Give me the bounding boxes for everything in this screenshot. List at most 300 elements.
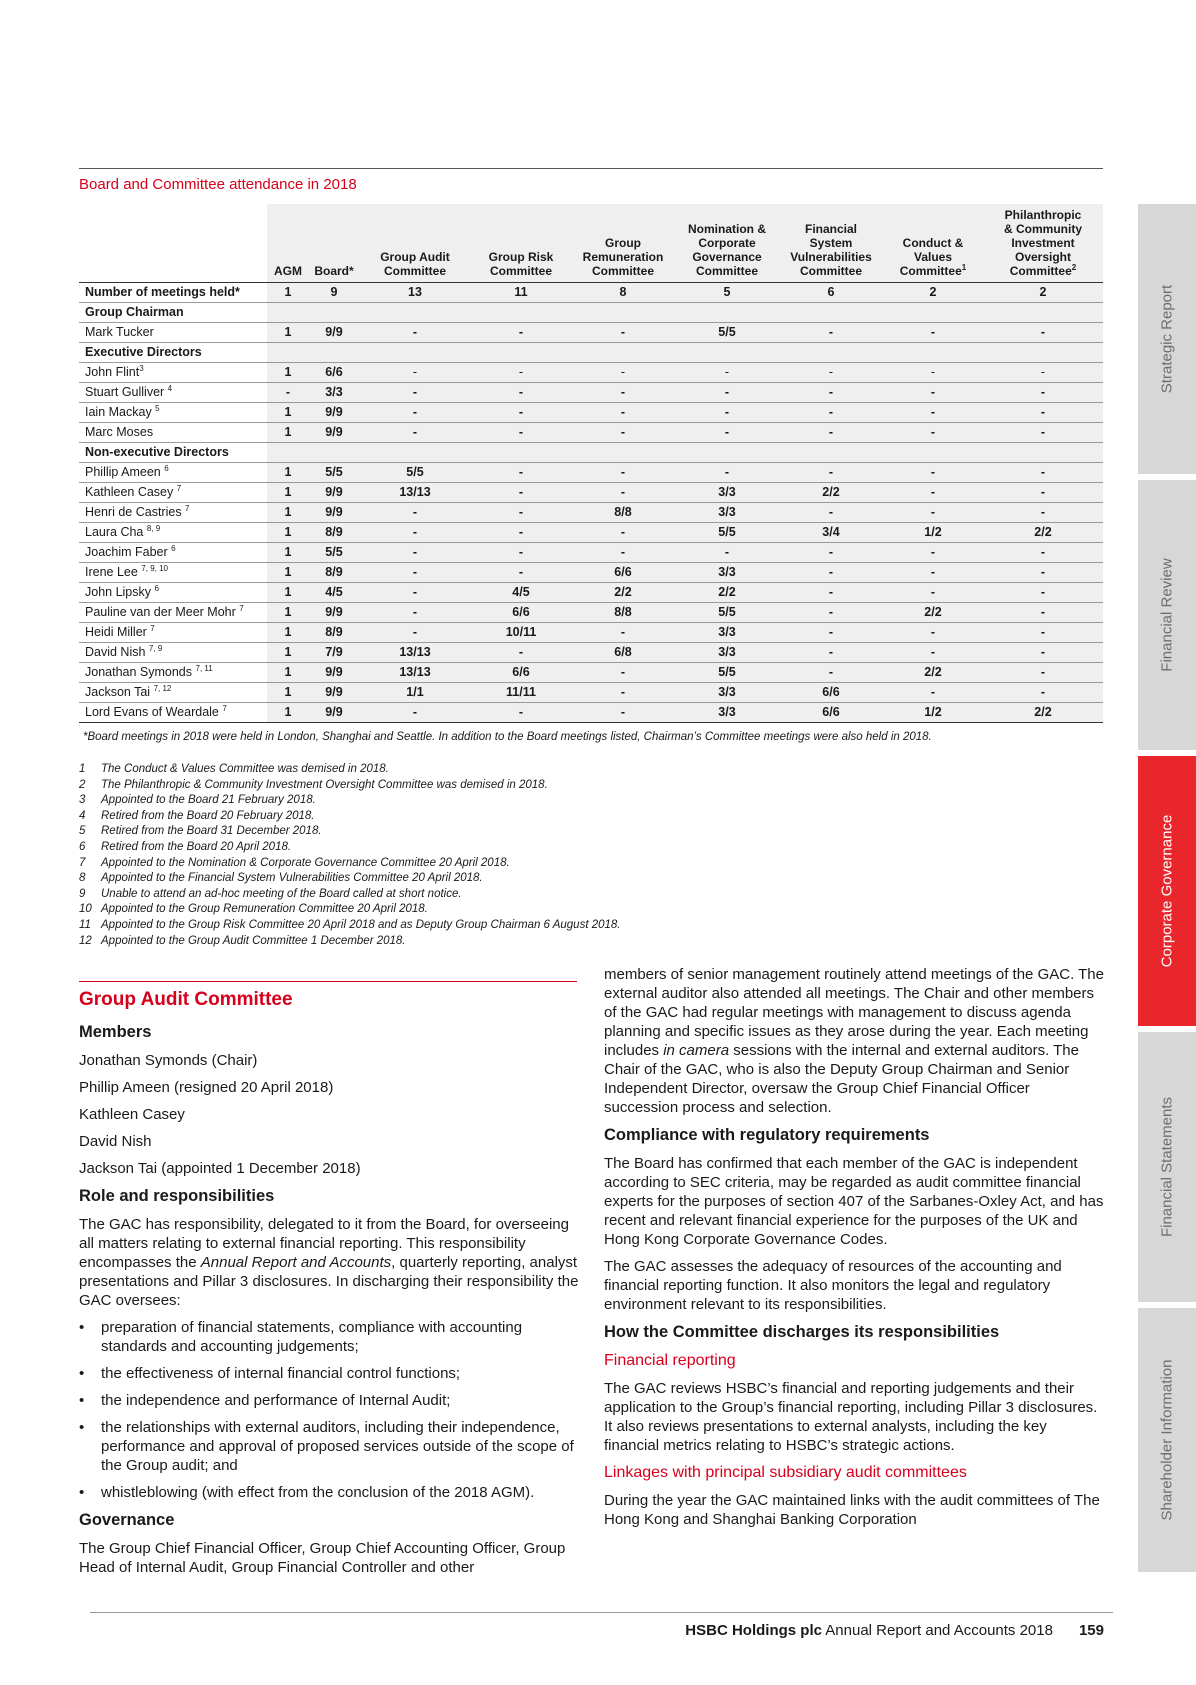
- attendance-cell: -: [267, 382, 309, 402]
- attendance-table-wrap: [79, 204, 1103, 723]
- director-name: [79, 362, 267, 382]
- gac-title: Group Audit Committee: [79, 989, 293, 1010]
- section-row: [79, 342, 1103, 362]
- attendance-cell: -: [779, 422, 883, 442]
- attendance-cell: 5/5: [309, 462, 359, 482]
- attendance-cell: -: [983, 622, 1103, 642]
- header-group-risk: Group Risk Committee: [471, 204, 571, 282]
- attendance-cell: -: [359, 362, 471, 382]
- meetings-row: [79, 282, 1103, 302]
- director-name-text: Marc Moses: [85, 425, 154, 439]
- attendance-cell: -: [675, 402, 779, 422]
- attendance-cell: -: [571, 362, 675, 382]
- row-label: Number of meetings held*: [79, 282, 267, 302]
- section-label: Executive Directors: [79, 342, 267, 362]
- tab-financial-review[interactable]: Financial Review: [1138, 480, 1196, 750]
- director-name: [79, 622, 267, 642]
- attendance-cell: 13/13: [359, 642, 471, 662]
- footnote-number: 7: [79, 856, 86, 869]
- attendance-cell: 2/2: [779, 482, 883, 502]
- table-row: [79, 422, 1103, 442]
- attendance-cell: 5/5: [675, 522, 779, 542]
- footnote-ref: 7, 12: [153, 683, 172, 693]
- director-name: [79, 582, 267, 602]
- attendance-cell: -: [883, 362, 983, 382]
- table-row: [79, 502, 1103, 522]
- attendance-table-body: [79, 282, 1103, 722]
- footnote-text: Appointed to the Group Risk Committee 20 April 2018 and as Deputy Group Chairman 6 August 2018.: [101, 918, 621, 931]
- empty-cell: [359, 342, 471, 362]
- table-row: [79, 462, 1103, 482]
- attendance-cell: -: [471, 522, 571, 542]
- compliance-paragraph-1: The Board has confirmed that each member of the GAC is independent according to SEC criteria, may be regarded as audit committee financial experts for the purposes of section 407 of the Sarbanes-Oxley Act, and has recent and relevant financial experience for the purposes of the UK and Hong Kong Corporate Governance Codes.: [604, 1155, 1104, 1248]
- section-tabs: [1138, 204, 1196, 1578]
- attendance-cell: 13/13: [359, 662, 471, 682]
- attendance-cell: 2/2: [983, 522, 1103, 542]
- footnote-ref: 7, 9: [148, 643, 163, 653]
- compliance-paragraph-2: The GAC assesses the adequacy of resources of the accounting and financial reporting function. It also monitors the legal and regulatory environment relevant to its responsibilities.: [604, 1258, 1062, 1313]
- director-name: [79, 322, 267, 342]
- empty-cell: [779, 442, 883, 462]
- attendance-cell: -: [779, 642, 883, 662]
- attendance-cell: 6/6: [779, 702, 883, 722]
- footnote-number: 4: [79, 809, 86, 822]
- footnote-item: [79, 856, 621, 872]
- attendance-cell: -: [471, 562, 571, 582]
- financial-reporting-heading: Financial reporting: [604, 1352, 736, 1369]
- empty-cell: [571, 342, 675, 362]
- director-name-text: Joachim Faber: [85, 545, 172, 559]
- meetings-cell: 9: [309, 282, 359, 302]
- attendance-cell: -: [471, 642, 571, 662]
- table-title: Board and Committee attendance in 2018: [79, 176, 357, 193]
- attendance-cell: 1: [267, 542, 309, 562]
- section-label: Non-executive Directors: [79, 442, 267, 462]
- attendance-cell: -: [779, 602, 883, 622]
- attendance-cell: -: [983, 482, 1103, 502]
- attendance-cell: -: [779, 382, 883, 402]
- attendance-cell: -: [571, 702, 675, 722]
- attendance-cell: -: [983, 402, 1103, 422]
- footer-doc-title: Annual Report and Accounts 2018: [821, 1622, 1053, 1639]
- empty-cell: [983, 342, 1103, 362]
- meetings-cell: 8: [571, 282, 675, 302]
- attendance-cell: 1: [267, 602, 309, 622]
- attendance-cell: -: [571, 462, 675, 482]
- footnote-number: 10: [79, 903, 92, 916]
- attendance-cell: -: [571, 322, 675, 342]
- table-row: [79, 682, 1103, 702]
- empty-cell: [883, 302, 983, 322]
- attendance-cell: 9/9: [309, 602, 359, 622]
- footnote-item: [79, 918, 621, 934]
- attendance-cell: 2/2: [883, 662, 983, 682]
- meetings-cell: 2: [983, 282, 1103, 302]
- table-row: [79, 482, 1103, 502]
- linkages-heading: Linkages with principal subsidiary audit committees: [604, 1464, 967, 1481]
- tab-strategic-report[interactable]: Strategic Report: [1138, 204, 1196, 474]
- attendance-cell: -: [983, 502, 1103, 522]
- director-name: [79, 462, 267, 482]
- attendance-cell: 9/9: [309, 402, 359, 422]
- linkages-paragraph: During the year the GAC maintained links with the audit committees of The Hong Kong and Shanghai Banking Corporation: [604, 1492, 1100, 1528]
- empty-cell: [471, 342, 571, 362]
- attendance-cell: 2/2: [571, 582, 675, 602]
- footnote-item: [79, 793, 621, 809]
- empty-cell: [571, 302, 675, 322]
- attendance-cell: -: [983, 642, 1103, 662]
- director-name: [79, 542, 267, 562]
- attendance-cell: 1: [267, 522, 309, 542]
- table-row: [79, 662, 1103, 682]
- footnote-item: [79, 824, 621, 840]
- tab-shareholder-information[interactable]: Shareholder Information: [1138, 1308, 1196, 1572]
- director-name-text: John Flint: [85, 365, 140, 379]
- attendance-cell: -: [983, 382, 1103, 402]
- attendance-cell: 5/5: [675, 662, 779, 682]
- meetings-cell: 2: [883, 282, 983, 302]
- footnote-item: [79, 902, 621, 918]
- director-name: [79, 422, 267, 442]
- footnote-text: The Conduct & Values Committee was demised in 2018.: [101, 763, 389, 775]
- attendance-cell: -: [359, 422, 471, 442]
- empty-cell: [359, 302, 471, 322]
- director-name: [79, 382, 267, 402]
- attendance-cell: 1: [267, 642, 309, 662]
- footnote-ref: 4: [167, 383, 173, 393]
- attendance-cell: 1: [267, 322, 309, 342]
- member-item: Jonathan Symonds (Chair): [79, 1052, 258, 1069]
- role-paragraph: The GAC has responsibility, delegated to it from the Board, for overseeing all matters relating to external financial reporting. This responsibility encompasses the Annual Report and Accounts, quarterly reporting, analyst presentations and Pillar 3 disclosures. In discharging their responsibility the GAC oversees:: [79, 1216, 579, 1309]
- attendance-cell: -: [883, 322, 983, 342]
- attendance-cell: 2/2: [983, 702, 1103, 722]
- empty-cell: [675, 442, 779, 462]
- attendance-cell: 13/13: [359, 482, 471, 502]
- director-name-text: Henri de Castries: [85, 505, 186, 519]
- header-agm: AGM: [267, 204, 309, 282]
- attendance-cell: -: [779, 362, 883, 382]
- attendance-cell: -: [779, 562, 883, 582]
- attendance-cell: -: [779, 582, 883, 602]
- empty-cell: [983, 302, 1103, 322]
- footnote-ref: 7: [176, 483, 182, 493]
- board-meetings-note: *Board meetings in 2018 were held in London, Shanghai and Seattle. In addition to the Board meetings listed, Chairman’s Committee meetings were also held in 2018.: [83, 731, 932, 743]
- compliance-heading: Compliance with regulatory requirements: [604, 1126, 930, 1144]
- gac-meetings-paragraph: members of senior management routinely attend meetings of the GAC. The external auditor also attended all meetings. The Chair and other members of the GAC had regular meetings with management to discuss agenda planning and specific issues as they arose during the year. Each meeting includes in camera sessions with the internal and external auditors. The Chair of the GAC, who is also the Deputy Group Chairman and Senior Independent Director, oversaw the Group Chief Financial Officer succession process and selection.: [604, 966, 1104, 1116]
- director-name-text: Kathleen Casey: [85, 485, 177, 499]
- list-item: • the effectiveness of internal financial control functions;: [79, 1364, 579, 1383]
- table-row: [79, 362, 1103, 382]
- attendance-cell: -: [471, 482, 571, 502]
- table-row: [79, 622, 1103, 642]
- footnote-ref: 8, 9: [146, 523, 161, 533]
- member-item: David Nish: [79, 1133, 152, 1150]
- director-name-text: David Nish: [85, 645, 149, 659]
- meetings-cell: 13: [359, 282, 471, 302]
- attendance-cell: -: [471, 402, 571, 422]
- footnote-number: 3: [79, 794, 86, 807]
- attendance-cell: -: [883, 502, 983, 522]
- director-name-text: Jackson Tai: [85, 685, 154, 699]
- attendance-cell: -: [883, 682, 983, 702]
- empty-cell: [267, 442, 309, 462]
- attendance-cell: 3/3: [675, 562, 779, 582]
- attendance-cell: 1: [267, 682, 309, 702]
- footnote-item: [79, 809, 621, 825]
- attendance-cell: -: [471, 322, 571, 342]
- director-name: [79, 702, 267, 722]
- attendance-cell: -: [983, 322, 1103, 342]
- footnote-ref: 3: [139, 363, 144, 373]
- footnote-ref: 7: [222, 703, 227, 713]
- empty-cell: [675, 342, 779, 362]
- attendance-cell: 9/9: [309, 482, 359, 502]
- footnote-item: [79, 840, 621, 856]
- attendance-cell: 1/2: [883, 702, 983, 722]
- header-conduct-values: Conduct & Values Committee$^1$: [883, 204, 983, 282]
- list-item: • the relationships with external auditors, including their independence, performance and approval of proposed services outside of the scope of the Group audit; and: [79, 1418, 579, 1475]
- footnote-item: [79, 887, 621, 903]
- footnote-text: Appointed to the Nomination & Corporate Governance Committee 20 April 2018.: [101, 856, 510, 869]
- footnote-number: 6: [79, 840, 86, 853]
- attendance-cell: 6/6: [309, 362, 359, 382]
- attendance-cell: 8/8: [571, 602, 675, 622]
- attendance-cell: 1: [267, 362, 309, 382]
- director-name-text: John Lipsky: [85, 585, 155, 599]
- footnote-ref: 7: [239, 603, 244, 613]
- attendance-cell: 2/2: [883, 602, 983, 622]
- footnote-number: 11: [79, 918, 91, 931]
- attendance-cell: 7/9: [309, 642, 359, 662]
- attendance-cell: -: [359, 522, 471, 542]
- director-name-text: Lord Evans of Weardale: [85, 705, 223, 719]
- attendance-cell: -: [883, 462, 983, 482]
- director-name-text: Iain Mackay: [85, 405, 156, 419]
- empty-cell: [267, 302, 309, 322]
- attendance-cell: -: [883, 402, 983, 422]
- table-row: [79, 542, 1103, 562]
- attendance-cell: 6/6: [471, 662, 571, 682]
- left-column: [79, 988, 579, 1585]
- attendance-cell: -: [883, 562, 983, 582]
- financial-reporting-paragraph: The GAC reviews HSBC’s financial and reporting judgements and their application to the Group’s financial reporting, including Pillar 3 disclosures. It also reviews presentations to external analysts, including the key financial metrics relating to HSBC’s strategic actions.: [604, 1380, 1098, 1454]
- attendance-cell: -: [675, 462, 779, 482]
- table-row: [79, 382, 1103, 402]
- director-name: [79, 602, 267, 622]
- attendance-cell: 1/1: [359, 682, 471, 702]
- table-header-row: [79, 204, 1103, 282]
- attendance-table: [79, 204, 1103, 723]
- director-name-text: Phillip Ameen: [85, 465, 165, 479]
- footnote-number: 1: [79, 763, 86, 775]
- attendance-cell: 3/3: [675, 622, 779, 642]
- attendance-cell: -: [471, 362, 571, 382]
- how-heading: How the Committee discharges its responsibilities: [604, 1323, 1000, 1341]
- attendance-cell: 1: [267, 662, 309, 682]
- responsibilities-list: [79, 1318, 579, 1502]
- attendance-cell: 9/9: [309, 682, 359, 702]
- director-name-text: Jonathan Symonds: [85, 665, 196, 679]
- director-name-text: Mark Tucker: [85, 325, 154, 339]
- attendance-cell: -: [675, 382, 779, 402]
- attendance-cell: 5/5: [675, 322, 779, 342]
- attendance-cell: 3/3: [675, 482, 779, 502]
- table-row: [79, 402, 1103, 422]
- footnote-ref: 6: [154, 583, 159, 593]
- attendance-cell: -: [779, 542, 883, 562]
- attendance-cell: -: [359, 702, 471, 722]
- attendance-cell: -: [983, 562, 1103, 582]
- attendance-cell: -: [675, 422, 779, 442]
- director-name: [79, 662, 267, 682]
- attendance-cell: 3/3: [675, 702, 779, 722]
- table-row: [79, 522, 1103, 542]
- attendance-cell: 1: [267, 582, 309, 602]
- attendance-cell: 6/6: [471, 602, 571, 622]
- attendance-cell: -: [471, 462, 571, 482]
- footnote-ref: 6: [171, 543, 176, 553]
- footnote-ref: 6: [164, 463, 169, 473]
- attendance-cell: 10/11: [471, 622, 571, 642]
- footnote-text: The Philanthropic & Community Investment Oversight Committee was demised in 2018.: [101, 778, 548, 791]
- attendance-cell: 9/9: [309, 702, 359, 722]
- attendance-cell: 8/9: [309, 622, 359, 642]
- list-item: • preparation of financial statements, compliance with accounting standards and accounting judgements;: [79, 1318, 579, 1356]
- footnote-ref: 7: [185, 503, 190, 513]
- member-item: Phillip Ameen (resigned 20 April 2018): [79, 1079, 334, 1096]
- attendance-cell: 3/4: [779, 522, 883, 542]
- member-item: Kathleen Casey: [79, 1106, 185, 1123]
- empty-cell: [571, 442, 675, 462]
- director-name: [79, 562, 267, 582]
- section-row: [79, 302, 1103, 322]
- member-item: Jackson Tai (appointed 1 December 2018): [79, 1160, 361, 1177]
- attendance-cell: -: [471, 542, 571, 562]
- director-name-text: Laura Cha: [85, 525, 147, 539]
- right-column: [604, 965, 1104, 1537]
- tab-financial-statements[interactable]: Financial Statements: [1138, 1032, 1196, 1302]
- attendance-cell: -: [571, 482, 675, 502]
- director-name: [79, 482, 267, 502]
- attendance-cell: -: [779, 662, 883, 682]
- empty-cell: [675, 302, 779, 322]
- director-name: [79, 682, 267, 702]
- attendance-cell: 1: [267, 562, 309, 582]
- list-item: • whistleblowing (with effect from the conclusion of the 2018 AGM).: [79, 1483, 579, 1502]
- attendance-cell: 1: [267, 462, 309, 482]
- footnote-text: Retired from the Board 20 February 2018.: [101, 809, 315, 822]
- attendance-cell: -: [359, 402, 471, 422]
- attendance-cell: -: [571, 422, 675, 442]
- attendance-cell: 1: [267, 422, 309, 442]
- footnotes: [79, 762, 621, 949]
- empty-cell: [471, 442, 571, 462]
- header-name: [79, 204, 267, 282]
- footnote-number: 8: [79, 872, 86, 885]
- attendance-cell: -: [359, 322, 471, 342]
- attendance-cell: 9/9: [309, 322, 359, 342]
- attendance-cell: -: [983, 582, 1103, 602]
- meetings-cell: 11: [471, 282, 571, 302]
- footnote-item: [79, 778, 621, 794]
- attendance-cell: -: [983, 462, 1103, 482]
- empty-cell: [883, 442, 983, 462]
- empty-cell: [309, 302, 359, 322]
- attendance-cell: 1/2: [883, 522, 983, 542]
- empty-cell: [309, 342, 359, 362]
- attendance-cell: -: [675, 362, 779, 382]
- attendance-cell: 9/9: [309, 502, 359, 522]
- empty-cell: [471, 302, 571, 322]
- attendance-cell: 4/5: [309, 582, 359, 602]
- footnote-text: Appointed to the Group Remuneration Committee 20 April 2018.: [101, 903, 428, 916]
- director-name-text: Stuart Gulliver: [85, 385, 168, 399]
- attendance-cell: 6/6: [779, 682, 883, 702]
- attendance-cell: 4/5: [471, 582, 571, 602]
- attendance-cell: -: [675, 542, 779, 562]
- footnote-text: Appointed to the Group Audit Committee 1 December 2018.: [101, 934, 406, 947]
- attendance-cell: 6/8: [571, 642, 675, 662]
- director-name: [79, 502, 267, 522]
- attendance-cell: -: [571, 622, 675, 642]
- header-group-audit: Group Audit Committee: [359, 204, 471, 282]
- attendance-cell: -: [779, 322, 883, 342]
- attendance-cell: -: [883, 422, 983, 442]
- attendance-cell: -: [359, 622, 471, 642]
- footnote-number: 5: [79, 825, 86, 838]
- empty-cell: [983, 442, 1103, 462]
- attendance-cell: -: [471, 502, 571, 522]
- attendance-cell: 8/9: [309, 522, 359, 542]
- attendance-cell: -: [359, 542, 471, 562]
- attendance-cell: -: [571, 522, 675, 542]
- attendance-cell: 3/3: [675, 682, 779, 702]
- attendance-cell: -: [779, 402, 883, 422]
- meetings-cell: 6: [779, 282, 883, 302]
- director-name-text: Irene Lee: [85, 565, 142, 579]
- attendance-cell: 5/5: [309, 542, 359, 562]
- page-number: 159: [1078, 1622, 1104, 1639]
- attendance-cell: -: [779, 462, 883, 482]
- footnote-item: [79, 762, 621, 778]
- members-heading: Members: [79, 1023, 152, 1041]
- header-nomination: Nomination & Corporate Governance Committee: [675, 204, 779, 282]
- empty-cell: [359, 442, 471, 462]
- attendance-cell: 11/11: [471, 682, 571, 702]
- attendance-cell: 8/9: [309, 562, 359, 582]
- attendance-cell: 6/6: [571, 562, 675, 582]
- footnote-item: [79, 871, 621, 887]
- header-philanthropic: Philanthropic & Community Investment Oversight Committee$^2$: [983, 204, 1103, 282]
- attendance-cell: 1: [267, 702, 309, 722]
- attendance-cell: -: [359, 562, 471, 582]
- footnote-ref: 7, 9, 10: [141, 563, 168, 573]
- director-name-text: Pauline van der Meer Mohr: [85, 605, 240, 619]
- attendance-cell: 3/3: [675, 502, 779, 522]
- meetings-cell: 1: [267, 282, 309, 302]
- table-row: [79, 702, 1103, 722]
- director-name: [79, 402, 267, 422]
- attendance-cell: -: [779, 502, 883, 522]
- director-name-text: Heidi Miller: [85, 625, 151, 639]
- attendance-cell: -: [471, 702, 571, 722]
- tab-corporate-governance[interactable]: Corporate Governance: [1138, 756, 1196, 1026]
- attendance-cell: -: [883, 382, 983, 402]
- footer-rule: [90, 1612, 1113, 1613]
- attendance-cell: -: [779, 622, 883, 642]
- attendance-cell: 3/3: [309, 382, 359, 402]
- attendance-cell: -: [471, 422, 571, 442]
